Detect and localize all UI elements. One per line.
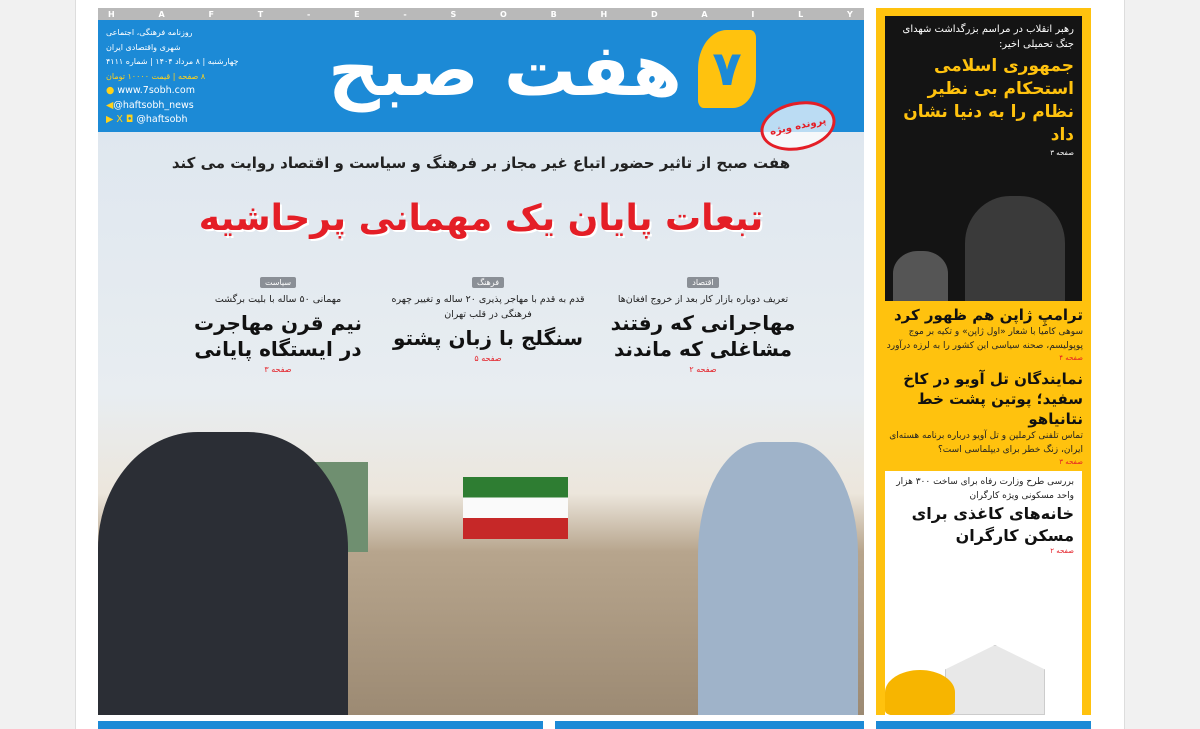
top-story-text [893,22,1074,157]
story-desc: تماس تلفنی کرملین و تل آویو درباره برنامه هسته‌ای ایران، زنگ خطر برای دیپلماسی است؟ [889,431,1083,455]
website-text: www.7sobh.com [117,85,195,96]
strip-letter: D [650,9,659,19]
strip-letter: A [701,9,709,19]
sidebar-top-story[interactable] [885,16,1082,301]
globe-icon: ● [106,85,115,96]
section-tag: سیاست [260,277,296,288]
issue-price: ۸ صفحه | قیمت ۱۰۰۰۰ تومان [106,71,206,81]
sidebar-housing-story[interactable] [885,471,1082,715]
page-ref: صفحه ۲ [1050,547,1074,555]
page-ref: صفحه ۳ [264,365,292,374]
leader-photo [965,196,1065,301]
special-file-stamp: پرونده ویژه [756,95,840,158]
story-culture[interactable] [388,270,588,363]
story-title: سنگلج با زبان پشتو [392,326,584,350]
hard-hat-illustration [885,670,955,715]
strip-letter: A [158,9,166,19]
housing-story-text [893,475,1074,555]
social-icons: ▶ X ◘ [106,114,134,125]
telegram-icon: ◀ [106,99,114,111]
story-kicker: مهمانی ۵۰ ساله با بلیت برگشت [214,294,342,305]
story-title: مهاجرانی که رفتند مشاغلی که ماندند [610,311,796,361]
story-kicker: تعریف دوباره بازار کار بعد از خروج افغان‌ها [617,294,789,305]
lead-subtitle: هفت صبح از تاثیر حضور اتباع غیر مجاز بر فرهنگ و سیاست و اقتصاد روایت می کند [171,154,791,172]
website-link[interactable] [106,84,286,99]
strip-letter: Y [847,9,854,19]
strip-letter: H [108,9,116,19]
migrant-figure [698,442,858,715]
issue-info [106,26,286,128]
section-tag: فرهنگ [472,277,504,288]
strip-letter: - [403,9,408,19]
strip-letter: L [798,9,805,19]
page-ref: صفحه ۳ [1059,458,1083,466]
sidebar-story[interactable] [876,301,1091,365]
border-booth-shape [463,477,568,539]
house-illustration [945,645,1045,715]
strip-letter: O [499,9,508,19]
lead-headline: تبعات پایان یک مهمانی پرحاشیه [198,198,764,239]
page-ref: صفحه ۵ [474,354,502,363]
section-tag: اقتصاد [687,277,718,288]
story-politics[interactable] [183,270,373,374]
logo-seven: ۷ [698,30,756,108]
strip-letter: I [751,9,756,19]
paper-description: شهری واقتصادی ایران [106,42,181,52]
sidebar [876,8,1091,715]
telegram-text: @haftsobh_news [113,99,194,111]
story-title: خانه‌های کاغذی برای مسکن کارگران [911,504,1074,545]
logo: هفت صبح [328,28,682,112]
front-page [98,8,864,715]
sidebar-story[interactable] [876,365,1091,469]
social-text: @haftsobh [136,114,188,125]
telegram-link[interactable] [106,99,286,114]
strip-letter: T [257,9,265,19]
story-kicker: قدم به قدم با مهاجر پذیری ۲۰ ساله و تغییر چهره فرهنگی در قلب تهران [391,294,585,320]
strip-letter: - [306,9,312,19]
strip-letter: B [550,9,558,19]
paper-description: روزنامه فرهنگی، اجتماعی [106,28,193,37]
migrant-figure [98,432,348,715]
bottom-bar [555,721,864,729]
masthead [98,20,864,132]
story-kicker: بررسی طرح وزارت رفاه برای ساخت ۳۰۰ هزار واحد مسکونی ویژه کارگران [896,477,1074,501]
bottom-bar [876,721,1091,729]
strip-letter: E [354,9,361,19]
story-title: نمایندگان تل آویو در کاخ سفید؛ پوتین پشت خط نتانیاهو [903,370,1083,428]
strip-letter: F [208,9,215,19]
strip-letter: H [600,9,609,19]
story-economy[interactable] [603,270,803,374]
story-title: جمهوری اسلامی استحکام بی نظیر نظام را به دنیا نشان داد [903,56,1074,145]
page-ref: صفحه ۳ [1050,149,1074,157]
issue-date: چهارشنبه | ۸ مرداد ۱۴۰۴ | شماره ۴۱۱۱ [106,57,239,66]
social-link[interactable] [106,113,286,128]
story-title: ترامپِ ژاپن هم ظهور کرد [893,306,1083,324]
page-ref: صفحه ۲ [689,365,717,374]
official-photo [893,251,948,301]
bottom-bar [98,721,543,729]
masthead-strip [98,8,864,20]
story-title: نیم قرن مهاجرت در ایستگاه پایانی [194,311,362,361]
story-desc: سوهی کامیا با شعار «اول ژاپن» و تکیه بر موج پوپولیسم، صحنه سیاسی این کشور را به لرزه درآورد [886,327,1083,351]
strip-letter: S [450,9,458,19]
page-ref: صفحه ۴ [1059,354,1083,362]
story-kicker: رهبر انقلاب در مراسم بزرگداشت شهدای جنگ تحمیلی اخیر: [902,24,1074,50]
